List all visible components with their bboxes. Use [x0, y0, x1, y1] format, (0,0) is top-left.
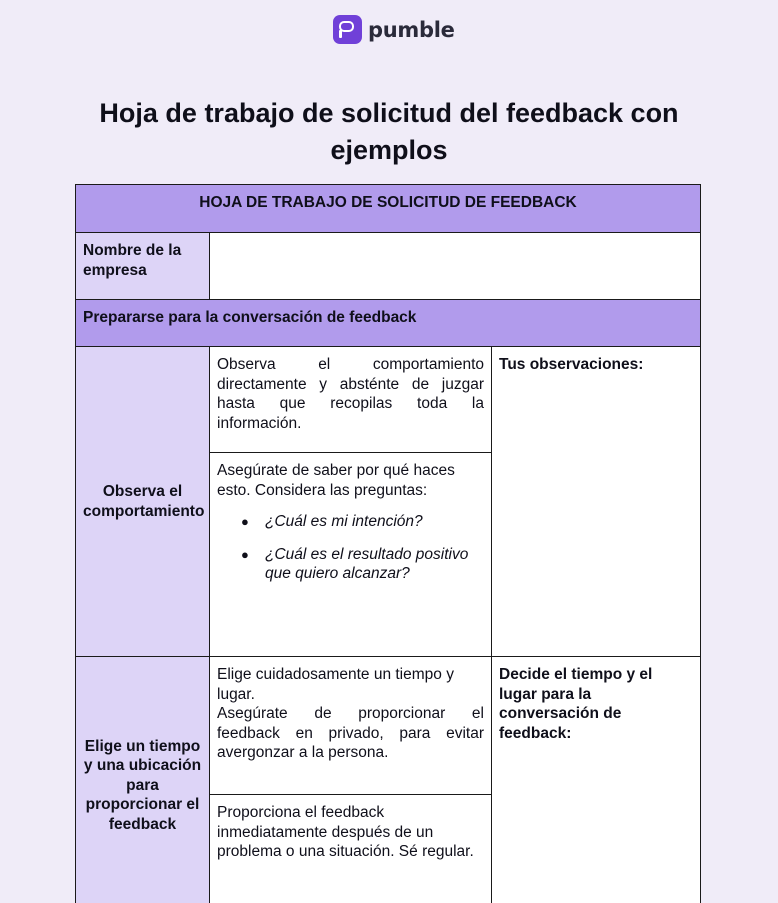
company-label: Nombre de la empresa: [76, 233, 210, 300]
list-item: ● ¿Cuál es mi intención?: [265, 512, 484, 532]
company-value-cell[interactable]: [210, 233, 701, 300]
company-row: [76, 233, 701, 300]
table-row: [76, 347, 701, 453]
table-header-row: [76, 185, 701, 233]
section-heading: Prepararse para la conversación de feedback: [76, 300, 701, 347]
observe-instruction-cell: [210, 347, 492, 453]
observations-notes-cell[interactable]: Tus observaciones:: [492, 347, 701, 657]
section-row: [76, 300, 701, 347]
purpose-text: Asegúrate de saber por qué haces esto. Considera las preguntas:: [217, 462, 455, 499]
privacy-text: Asegúrate de proporcionar el feedback en privado, para evitar avergonzar a la persona.: [217, 705, 484, 761]
brand-logo[interactable]: [333, 15, 455, 44]
feedback-worksheet-table: [75, 184, 701, 903]
timing-cell: [210, 795, 492, 903]
time-place-text: Elige cuidadosamente un tiempo y lugar.: [217, 666, 454, 703]
purpose-cell: [210, 453, 492, 657]
time-place-cell: [210, 657, 492, 795]
table-header: HOJA DE TRABAJO DE SOLICITUD DE FEEDBACK: [76, 185, 701, 233]
pumble-logo-icon: [333, 15, 362, 44]
page-title: Hoja de trabajo de solicitud del feedback con ejemplos: [99, 98, 679, 165]
row-label-time-place: Elige un tiempo y una ubicación para proporcionar el feedback: [76, 657, 210, 903]
timing-text: Proporciona el feedback inmediatamente después de un problema o una situación. Sé regular.: [217, 804, 474, 860]
time-place-notes-cell[interactable]: Decide el tiempo y el lugar para la conversación de feedback:: [492, 657, 701, 903]
table-row: [76, 657, 701, 795]
row-label-observe: Observa el comportamiento: [76, 347, 210, 657]
list-item: ● ¿Cuál es el resultado positivo que quiero alcanzar?: [265, 545, 484, 584]
brand-name: pumble: [368, 17, 455, 42]
observe-instruction-text: Observa el comportamiento directamente y absténte de juzgar hasta que recopilas toda la información.: [217, 356, 484, 432]
question-list: [217, 512, 484, 584]
